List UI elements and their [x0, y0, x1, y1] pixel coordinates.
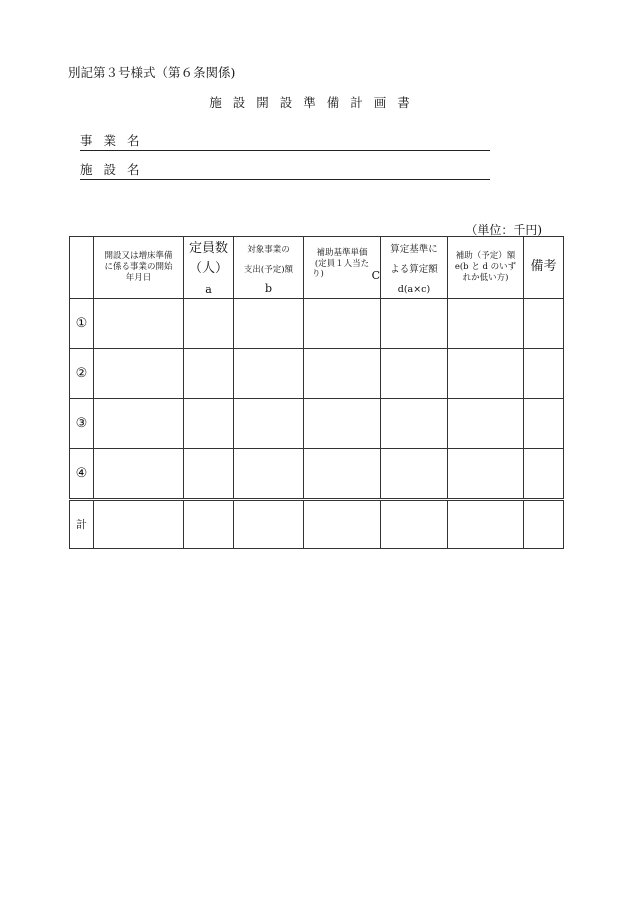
cell-remarks[interactable]	[524, 348, 564, 398]
cell-unit-price[interactable]	[304, 298, 381, 348]
cell-start-date[interactable]	[94, 448, 184, 499]
total-label: 計	[70, 499, 94, 548]
cell-calculated-amount[interactable]	[381, 348, 448, 398]
header-row-number	[70, 237, 94, 299]
cell-expenditure[interactable]	[234, 499, 304, 548]
cell-unit-price[interactable]	[304, 499, 381, 548]
table-row	[70, 398, 564, 448]
cell-capacity[interactable]	[184, 499, 234, 548]
cell-expenditure[interactable]	[234, 298, 304, 348]
cell-subsidy-amount[interactable]	[448, 448, 524, 499]
cell-start-date[interactable]	[94, 298, 184, 348]
plan-table	[69, 236, 564, 549]
cell-subsidy-amount[interactable]	[448, 499, 524, 548]
cell-capacity[interactable]	[184, 348, 234, 398]
header-capacity: 定員数 （人） a	[184, 237, 234, 299]
business-name-field[interactable]	[80, 128, 490, 151]
header-expenditure: 対象事業の 支出(予定)額 b	[234, 237, 304, 299]
cell-calculated-amount[interactable]	[381, 499, 448, 548]
cell-capacity[interactable]	[184, 448, 234, 499]
header-remarks: 備考	[524, 237, 564, 299]
business-name-label: 事業名	[80, 133, 151, 148]
cell-subsidy-amount[interactable]	[448, 348, 524, 398]
cell-subsidy-amount[interactable]	[448, 298, 524, 348]
facility-name-label: 施設名	[80, 162, 151, 177]
cell-calculated-amount[interactable]	[381, 448, 448, 499]
header-subsidy-amount: 補助（予定）額 e(b と d のいず れか低い方)	[448, 237, 524, 299]
cell-remarks[interactable]	[524, 499, 564, 548]
form-reference: 別記第３号様式（第６条関係)	[68, 65, 236, 80]
cell-start-date[interactable]	[94, 398, 184, 448]
cell-unit-price[interactable]	[304, 448, 381, 499]
header-row	[70, 237, 564, 299]
header-start-date: 開設又は増床準備 に係る事業の開始 年月日	[94, 237, 184, 299]
unit-label: （単位：千円)	[465, 223, 542, 237]
cell-remarks[interactable]	[524, 298, 564, 348]
cell-calculated-amount[interactable]	[381, 298, 448, 348]
facility-name-field[interactable]	[80, 157, 490, 180]
row-label: ④	[70, 448, 94, 499]
cell-unit-price[interactable]	[304, 348, 381, 398]
table-row	[70, 448, 564, 499]
table-row	[70, 348, 564, 398]
cell-capacity[interactable]	[184, 298, 234, 348]
cell-calculated-amount[interactable]	[381, 398, 448, 448]
cell-unit-price[interactable]	[304, 398, 381, 448]
total-row	[70, 499, 564, 548]
row-label: ①	[70, 298, 94, 348]
cell-expenditure[interactable]	[234, 448, 304, 499]
cell-remarks[interactable]	[524, 448, 564, 499]
cell-expenditure[interactable]	[234, 348, 304, 398]
header-calculated-amount: 算定基準に よる算定額 d(a×c)	[381, 237, 448, 299]
cell-start-date[interactable]	[94, 499, 184, 548]
row-label: ③	[70, 398, 94, 448]
cell-remarks[interactable]	[524, 398, 564, 448]
cell-expenditure[interactable]	[234, 398, 304, 448]
cell-subsidy-amount[interactable]	[448, 398, 524, 448]
cell-capacity[interactable]	[184, 398, 234, 448]
table-row	[70, 298, 564, 348]
document-title: 施設開設準備計画書	[209, 95, 421, 110]
cell-start-date[interactable]	[94, 348, 184, 398]
row-label: ②	[70, 348, 94, 398]
header-unit-price: 補助基準単価 (定員１人当た り) C	[304, 237, 381, 299]
